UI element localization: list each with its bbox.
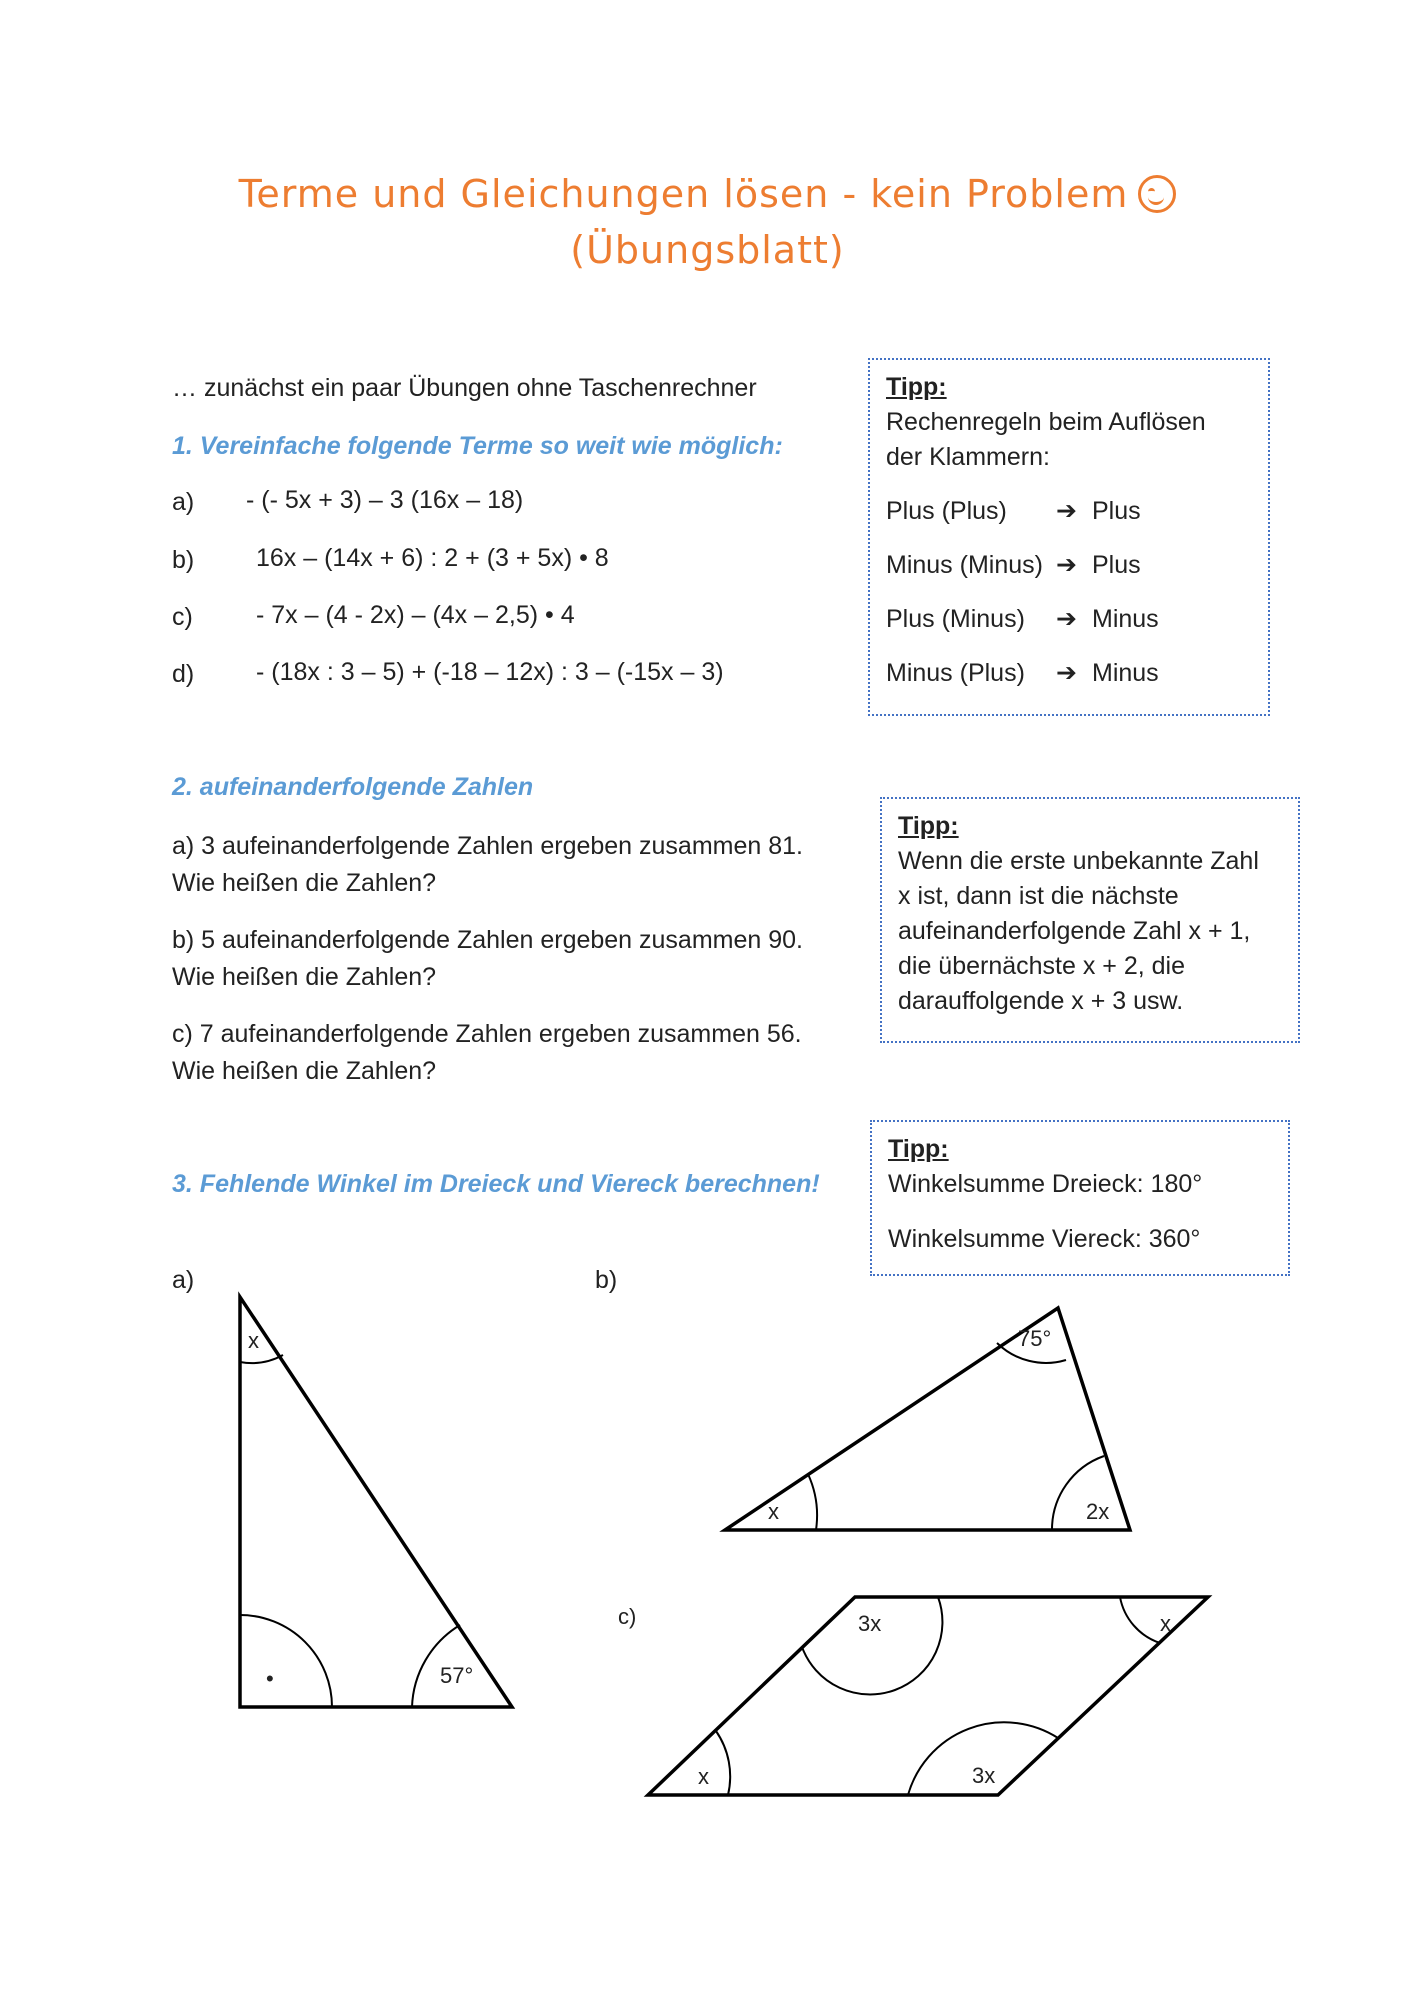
angle-label-a-top: x (248, 1328, 259, 1353)
tip3-title: Tipp: (888, 1135, 949, 1163)
section3-heading: 3. Fehlende Winkel im Dreieck und Viereck berechnen! (172, 1170, 820, 1198)
angle-label-b-right: 2x (1086, 1499, 1110, 1524)
tip1-title: Tipp: (886, 373, 947, 401)
task2c-line1: c) 7 aufeinanderfolgende Zahlen ergeben zusammen 56. (172, 1020, 802, 1048)
section2-heading: 2. aufeinanderfolgende Zahlen (172, 773, 534, 801)
smiley-icon (1138, 175, 1176, 213)
angle-label-c-top-left: 3x (858, 1611, 882, 1636)
page-title: Terme und Gleichungen lösen - kein Problem (0, 172, 1415, 216)
tip1-text-line1: Rechenregeln beim Auflösen (886, 408, 1206, 436)
item-a-label: a) (172, 488, 195, 516)
tip1-text-line2: der Klammern: (886, 443, 1050, 471)
item-b-label: b) (172, 546, 195, 574)
arrow-right-icon: ➔ (1056, 551, 1077, 579)
angle-label-c-top-right: x (1160, 1611, 1171, 1636)
page-subtitle: (Übungsblatt) (570, 228, 845, 272)
rule-row: Plus (Minus) ➔ Minus (886, 602, 1252, 637)
item-c-label: c) (172, 603, 193, 631)
right-angle-dot: • (266, 1666, 274, 1691)
item-d-label: d) (172, 660, 195, 688)
tip-box-numbers: Tipp: Wenn die erste unbekannte Zahl x ist, dann ist die nächste aufeinanderfolgende Zahl x + 1, die übernächste x + 2, die darauffolgende x + 3 usw. (880, 797, 1300, 1043)
rule-row: Minus (Plus) ➔ Minus (886, 656, 1252, 691)
figure-b-label: b) (595, 1266, 618, 1294)
task2b-line1: b) 5 aufeinanderfolgende Zahlen ergeben zusammen 90. (172, 926, 803, 954)
task2a-line1: a) 3 aufeinanderfolgende Zahlen ergeben zusammen 81. (172, 832, 803, 860)
angle-label-b-left: x (768, 1499, 779, 1524)
figure-a-label: a) (172, 1266, 195, 1294)
task2c-line2: Wie heißen die Zahlen? (172, 1057, 437, 1085)
tip-box-angles: Tipp: Winkelsumme Dreieck: 180° Winkelsumme Viereck: 360° (870, 1120, 1290, 1276)
section1-heading: 1. Vereinfache folgende Terme so weit wie möglich: (172, 432, 783, 460)
figure-c-label: c) (618, 1604, 637, 1629)
term-b: 16x – (14x + 6) : 2 + (3 + 5x) • 8 (256, 544, 609, 572)
parallelogram-c (648, 1597, 1208, 1795)
task2a-line2: Wie heißen die Zahlen? (172, 869, 437, 897)
arrow-right-icon: ➔ (1056, 497, 1077, 525)
task2b-line2: Wie heißen die Zahlen? (172, 963, 437, 991)
angle-label-a-right: 57° (440, 1663, 474, 1688)
rule-row: Plus (Plus) ➔ Plus (886, 494, 1252, 529)
angle-label-b-top: 75° (1018, 1326, 1052, 1351)
term-c: - 7x – (4 - 2x) – (4x – 2,5) • 4 (256, 601, 575, 629)
triangle-b (725, 1308, 1130, 1530)
tip2-title: Tipp: (898, 812, 959, 840)
term-a: - (- 5x + 3) – 3 (16x – 18) (246, 486, 524, 514)
rule-row: Minus (Minus) ➔ Plus (886, 548, 1252, 583)
term-d: - (18x : 3 – 5) + (-18 – 12x) : 3 – (-15x – 3) (256, 658, 724, 686)
angle-label-c-bottom-left: x (698, 1764, 709, 1789)
angle-label-c-bottom-right: 3x (972, 1763, 996, 1788)
intro-text: … zunächst ein paar Übungen ohne Taschenrechner (172, 374, 757, 402)
triangle-a (240, 1297, 512, 1707)
arrow-right-icon: ➔ (1056, 605, 1077, 633)
arrow-right-icon: ➔ (1056, 659, 1077, 687)
tip-box-brackets (868, 358, 1270, 716)
